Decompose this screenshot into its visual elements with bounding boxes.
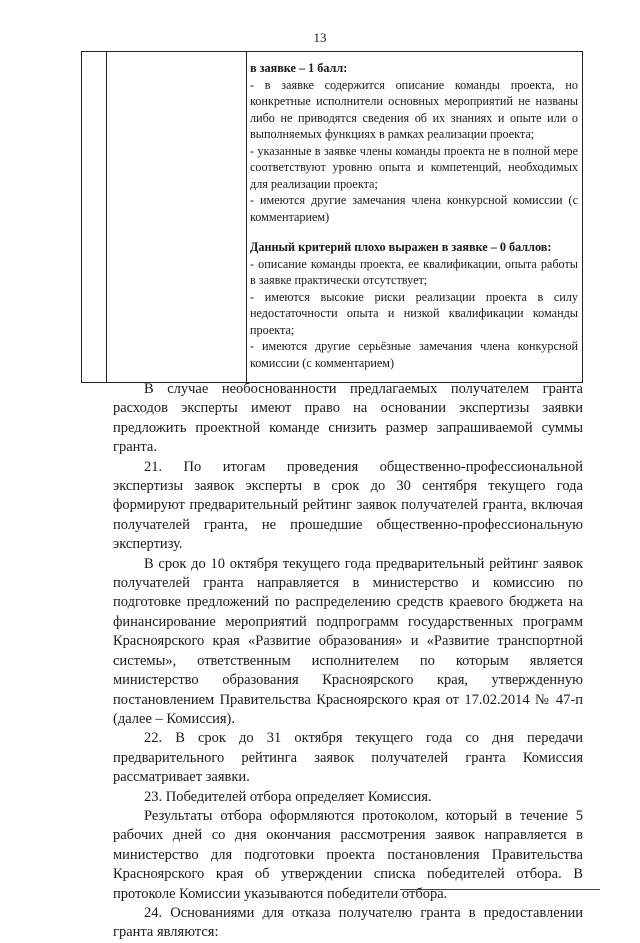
criteria-table: [81, 51, 583, 383]
table-column-divider: [106, 52, 107, 382]
page-number: 13: [313, 30, 327, 45]
criteria-cell: [250, 60, 578, 371]
paragraph: 23. Победителей отбора определяет Комиссия.: [144, 788, 432, 805]
page-bottom-rule: [400, 889, 600, 890]
score-heading-0: Данный критерий плохо выражен в заявке – 0 баллов:: [250, 240, 552, 254]
score-heading-1: в заявке – 1 балл:: [250, 61, 348, 75]
paragraph: В случае необоснованности предлагаемых получателем гранта расходов эксперты имеют право на основании экспертизы заявки предложить проектной команде снизить размер запрашиваемой суммы гранта.: [113, 381, 583, 456]
table-column-divider: [246, 52, 247, 382]
criteria-item: - указанные в заявке члены команды проекта не в полной мере соответствуют уровню опыта и компетенций, необходимых для реализации проекта;: [250, 143, 578, 191]
paragraph: 22. В срок до 31 октября текущего года со дня передачи предварительного рейтинга заявок получателей гранта Комиссия рассматривает заявки.: [113, 730, 583, 786]
criteria-item: - описание команды проекта, ее квалификации, опыта работы в заявке практически отсутствует;: [250, 256, 578, 287]
criteria-item: - имеются другие замечания члена конкурсной комиссии (с комментарием): [250, 193, 578, 224]
paragraph: В срок до 10 октября текущего года предварительный рейтинг заявок получателей гранта направляется в министерство и комиссию по подготовке предложений по распределению средств краевого бюджета на финансирование мероприятий подпрограмм государственных программ Красноярского края «Развитие образования» и «Развитие транспортной системы», ответственным исполнителем по которым является министерство образования Красноярского края, утвержденную постановлением Правительства Красноярского края от 17.02.2014 № 47-п (далее – Комиссия).: [113, 555, 583, 727]
criteria-item: - в заявке содержится описание команды проекта, но конкретные исполнители основных мероприятий не названы либо не приводятся сведения об их знаниях и опыте или о выполняемых функциях в рамках реализации проекта;: [250, 77, 578, 141]
paragraph: 24. Основаниями для отказа получателю гранта в предоставлении гранта являются:: [113, 904, 583, 941]
paragraph: 21. По итогам проведения общественно-профессиональной экспертизы заявок эксперты в срок до 30 сентября текущего года формируют предварительный рейтинг заявок получателей гранта, включая получателей гранта, не прошедшие общественно-профессиональную экспертизу.: [113, 458, 583, 553]
criteria-item: - имеются другие серьёзные замечания члена конкурсной комиссии (с комментарием): [250, 339, 578, 370]
document-body: [113, 380, 583, 943]
paragraph: Результаты отбора оформляются протоколом, который в течение 5 рабочих дней со дня окончания рассмотрения заявок направляется в министерство для подготовки проекта постановления Правительства Красноярского края об утверждении списка победителей отбора. В протоколе Комиссии указываются победители отбора.: [113, 807, 583, 902]
criteria-item: - имеются высокие риски реализации проекта в силу недостаточности опыта и низкой квалификации команды проекта;: [250, 289, 578, 337]
